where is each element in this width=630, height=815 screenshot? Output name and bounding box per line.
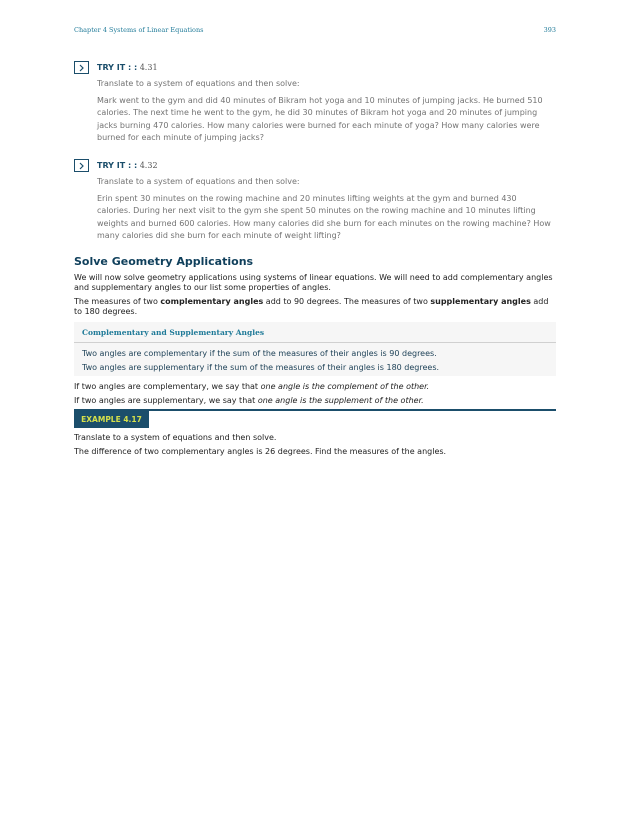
try-it-4-31 (74, 61, 556, 151)
example-label: EXAMPLE 4.17 (74, 411, 149, 428)
try-it-label: TRY IT : : (97, 63, 138, 72)
try-it-number: 4.31 (139, 63, 158, 72)
running-header-page-number: 393 (543, 26, 556, 34)
try-it-body (97, 176, 552, 242)
chevron-right-icon (74, 159, 89, 172)
text-segment: If two angles are supplementary, we say that (74, 396, 258, 405)
try-it-problem: Mark went to the gym and did 40 minutes of Bikram hot yoga and 10 minutes of jumping jacks. He burned 510 calories. The next time he went to the gym, he did 30 minutes of Bikram hot yoga and 20 minutes of jumping jacks burning 470 calories. How many calories were burned for each minute of yoga? How many calories were burned for each minute of jumping jacks? (97, 96, 543, 142)
callout-title: Complementary and Supplementary Angles (82, 328, 265, 337)
text-segment: The measures of two (74, 297, 161, 306)
emphasis-text: one angle is the complement of the other. (260, 382, 430, 391)
text-segment: add to 90 degrees. The measures of two (263, 297, 431, 306)
callout-line-complementary: Two angles are complementary if the sum of the measures of their angles is 90 degrees. (82, 349, 437, 358)
chevron-right-icon (74, 61, 89, 74)
try-it-4-32 (74, 159, 556, 249)
example-problem: The difference of two complementary angles is 26 degrees. Find the measures of the angles. (74, 447, 447, 456)
complement-statement (74, 382, 556, 392)
term-supplementary-angles: supplementary angles (430, 297, 531, 306)
try-it-label: TRY IT : : (97, 161, 138, 170)
try-it-instruction: Translate to a system of equations and then solve: (97, 177, 300, 186)
callout-divider (74, 342, 556, 343)
section-title: Solve Geometry Applications (74, 255, 254, 268)
emphasis-text: one angle is the supplement of the other. (257, 396, 424, 405)
try-it-number: 4.32 (139, 161, 158, 170)
try-it-problem: Erin spent 30 minutes on the rowing machine and 20 minutes lifting weights at the gym and burned 430 calories. During her next visit to the gym she spent 50 minutes on the rowing machine and 10 minutes lifting weights and burned 600 calories. How many calories did she burn for each minutes on the rowing machine? How many calories did she burn for each minute of weight lifting? (97, 194, 551, 240)
example-instruction: Translate to a system of equations and then solve. (74, 433, 277, 442)
text-segment: add to 180 degrees. (74, 297, 549, 317)
supplement-statement (74, 396, 556, 406)
try-it-heading (97, 63, 158, 72)
try-it-instruction: Translate to a system of equations and then solve: (97, 79, 300, 88)
try-it-heading (97, 161, 158, 170)
definition-callout (74, 322, 556, 376)
section-intro: We will now solve geometry applications using systems of linear equations. We will need to add complementary angles and supplementary angles to our list some properties of angles. (74, 273, 553, 293)
running-header-chapter: Chapter 4 Systems of Linear Equations (74, 26, 204, 34)
callout-line-supplementary: Two angles are supplementary if the sum of the measures of their angles is 180 degrees. (82, 363, 440, 372)
try-it-body (97, 78, 552, 144)
text-segment: If two angles are complementary, we say that (74, 382, 261, 391)
angle-measures-paragraph (74, 297, 556, 318)
term-complementary-angles: complementary angles (160, 297, 264, 306)
